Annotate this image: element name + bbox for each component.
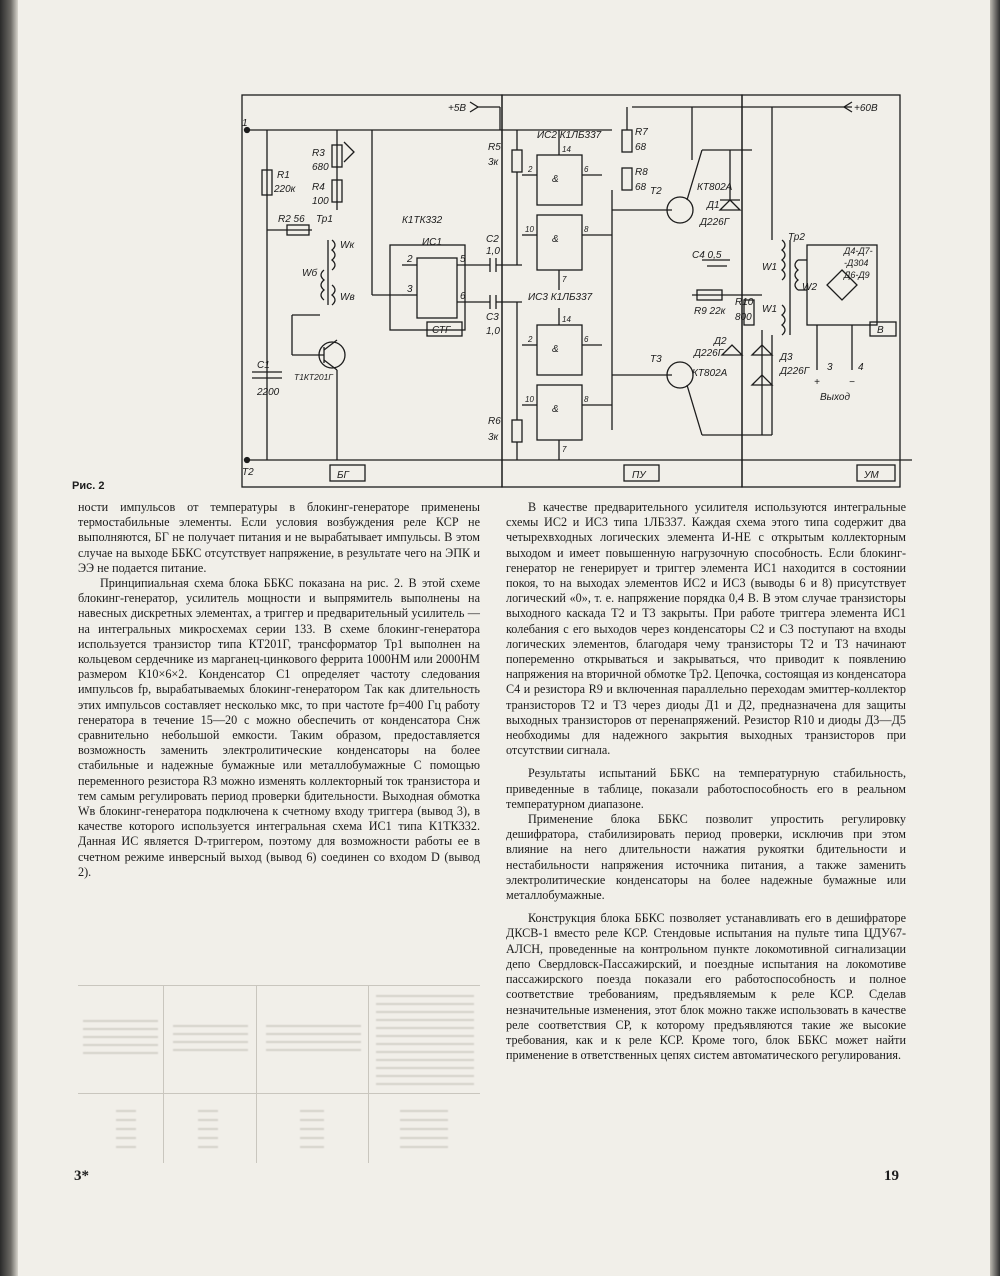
paragraph: ности импульсов от температуры в блокинг-генераторе применены термостабильные элементы. Если условия возбуждения реле КСР не выполняются, БГ не получает питания и не вырабатывает импульсы. В этом случае на выходе ББКС отсутствует напряжение, в результате чего на ЭПК и ЭЭ не подается питание.: [78, 500, 480, 575]
label-r10v: 800: [735, 312, 752, 323]
label-c1v: 2200: [257, 387, 280, 398]
label-output: Выход: [820, 392, 851, 403]
label-t3type: КТ802А: [692, 368, 728, 379]
text-column-right: [506, 500, 906, 1063]
label-and-2: &: [552, 234, 559, 245]
paragraph: Применение блока ББКС позволит упростить регулировку дешифратора, стабилизировать период проверки, исключив при этом влияние на него длительности нажатия рукоятки бдительности и нестабильности напряжения источника питания, а также заменить электролитические конденсаторы на более надежные бумажные или металлобумажные.: [506, 812, 906, 903]
label-out-pin4: 4: [858, 362, 864, 373]
label-t2: Т2: [650, 186, 662, 197]
label-plus60: +60В: [854, 103, 878, 114]
label-r7v: 68: [635, 142, 647, 153]
label-pin6: 6: [460, 291, 466, 302]
label-pin6-c: 6: [584, 335, 589, 344]
label-r3v: 680: [312, 162, 329, 173]
label-d3type: Д226Г: [780, 366, 810, 377]
label-pin8-a: 8: [584, 225, 589, 234]
label-and-4: &: [552, 404, 559, 415]
label-r4v: 100: [312, 196, 329, 207]
paragraph: В качестве предварительного усилителя используются интегральные схемы ИС2 и ИС3 типа 1ЛБ337. Каждая схема этого типа содержит два четырехвходных логических элемента И-НЕ с открытым коллекторным выходом и имеет повышенную нагрузочную способность. Если блокинг-генератор не генерирует и триггер элемента ИС1 находится в состоянии покоя, то на выходах элементов ИС2 и ИС3 (выводы 6 и 8) присутствует логический «0», т. е. напряжение порядка 0,4 В. В этом случае транзисторы выходного каскада Т2 и Т3 закрыты. При работе триггера элемента ИС1 колебания с его выходов через конденсаторы С2 и С3 поступают на входы логических элементов, благодаря чему транзисторы Т2 и Т3 начинают попеременно открываться и закрываться, что приводит к появлению напряжения на вторичной обмотке Тр2. Цепочка, состоящая из конденсатора С4 и резистора R9 и включенная параллельно переходам эмиттер-коллектор транзисторов Т2 и Т3 через диоды Д1 и Д2, предназначена для защиты выходных транзисторов от перенапряжений. Резистор R10 и диоды Д3—Д5 необходимы для надежного закрытия выходных транзисторов при отсутствии сигнала.: [506, 500, 906, 758]
paragraph: Принципиальная схема блока ББКС показана на рис. 2. В этой схеме блокинг-генератор, усилитель мощности и выпрямитель выполнены на навесных дискретных элементах, а триггер и предварительный усилитель — на интегральных микросхемах серии 133. В схеме блокинг-генератора используется транзистор типа КТ201Г, трансформатор Тр1 выполнен на кольцевом сердечнике из марганец-цинкового феррита 1000НМ или 2000НМ размером К10×6×2. Конденсатор С1 определяет частоту следования импульсов fр, вырабатываемых блокинг-генератором Так как длительность этих импульсов составляет несколько мкс, то при частоте fр=400 Гц работу генератора в течение 15—20 с можно обеспечить от конденсатора Снж сравнительно небольшой емкости. Таким образом, предоставляется возможность заменить электролитические конденсаторы на более стабильные и надежные бумажные или металлобумажные С помощью переменного резистора R3 можно изменять коллекторный ток транзистора и тем самым регулировать период проверки бдительности. Выходная обмотка Wв блокинг-генератора подключена к счетному входу триггера (вывод 3), в качестве которого используется интегральная схема ИС1 типа К1ТК332. Данная ИС является D-триггером, поэтому для возможности работы ее в счетном режиме инверсный выход (вывод 6) соединен со входом D (вывод 2).: [78, 576, 480, 879]
text-column-left: [78, 500, 480, 880]
label-r10: R10: [735, 297, 754, 308]
label-t1: 1: [242, 118, 248, 129]
block-pu-outline: [502, 95, 742, 487]
label-wb: Wб: [302, 268, 318, 279]
label-pin2-c: 2: [528, 335, 533, 344]
label-c2: C2: [486, 234, 499, 245]
label-stg: СТГ: [432, 325, 451, 336]
label-r1v: 220к: [274, 184, 296, 195]
label-pin8-b: 8: [584, 395, 589, 404]
label-r2: R2 56: [278, 214, 305, 225]
label-pin10-b: 10: [525, 395, 534, 404]
label-pin3: 3: [407, 284, 413, 295]
label-w1-a: W1: [762, 262, 777, 273]
label-d4: Д4-Д7-: [844, 246, 873, 256]
paragraph: Конструкция блока ББКС позволяет устанавливать его в дешифраторе ДКСВ-1 вместо реле КСР. Стендовые испытания на пульте типа ЦДУ67-АЛСН, проведенные на контрольном пункте локомотивной сигнализации депо Свердловск-Пассажирский, и поездные испытания на локомотиве пассажирского поезда показали его работоспособность и полное соответствие требованиям, предъявляемым к реле КСР. Сделав незначительные изменения, этот блок можно также использовать в качестве реле соответствия СР, к которому предъявляются такие же высокие требования, как и к реле КСР. Кроме того, блок ББКС может найти применение в ответственных цепях систем автоматического регулирования.: [506, 911, 906, 1063]
label-pin14-a: 14: [562, 145, 571, 154]
label-t2: Т2: [242, 467, 254, 478]
label-minus: −: [849, 377, 855, 388]
label-pin6-b: 6: [584, 165, 589, 174]
results-table: [78, 985, 480, 1165]
label-and-3: &: [552, 344, 559, 355]
label-um: УМ: [864, 470, 879, 481]
label-d1type: Д226Г: [700, 217, 730, 228]
label-d2type: Д226Г: [694, 348, 724, 359]
label-w2: W2: [802, 282, 817, 293]
label-r4: R4: [312, 182, 325, 193]
figure-caption: Рис. 2: [72, 480, 105, 492]
scan-edge-left: [0, 0, 18, 1276]
page-number: 19: [884, 1168, 899, 1184]
label-pu: ПУ: [632, 470, 646, 481]
label-pin5: 5: [460, 254, 466, 265]
label-w1-b: W1: [762, 304, 777, 315]
label-r5: R5: [488, 142, 501, 153]
label-d1: Д1: [707, 200, 720, 211]
label-tp1: Тр1: [316, 214, 333, 225]
label-r7: R7: [635, 127, 648, 138]
label-tr2: Тр2: [788, 232, 805, 243]
block-um-outline: [742, 95, 900, 487]
label-r5v: 3к: [488, 157, 499, 168]
label-plus5: +5В: [448, 103, 467, 114]
label-out-pin3: 3: [827, 362, 833, 373]
label-c3: C3: [486, 312, 499, 323]
label-c1: C1: [257, 360, 270, 371]
label-wv: Wв: [340, 292, 355, 303]
label-d4c: Д6-Д9: [844, 270, 870, 280]
label-c4: C4 0,5: [692, 250, 722, 261]
paragraph: Результаты испытаний ББКС на температурную стабильность, приведенные в таблице, показали работоспособность его в реальном температурном диапазоне.: [506, 766, 906, 811]
label-ic1type: К1ТК332: [402, 215, 443, 226]
label-d2: Д2: [714, 336, 727, 347]
label-d3: Д3: [780, 352, 793, 363]
label-and-1: &: [552, 174, 559, 185]
label-t3: Т3: [650, 354, 662, 365]
label-r8: R8: [635, 167, 648, 178]
label-r6v: 3к: [488, 432, 499, 443]
label-c2v: 1,0: [486, 246, 500, 257]
footer-left-mark: 3*: [74, 1168, 89, 1184]
label-v: В: [877, 325, 884, 336]
label-bg: БГ: [337, 470, 349, 481]
label-t2type: КТ802А: [697, 182, 733, 193]
label-plus: +: [814, 377, 820, 388]
label-pin2: 2: [407, 254, 413, 265]
label-ic2: ИС2 К1ЛБ337: [537, 130, 602, 141]
label-pin7-a: 7: [562, 275, 567, 284]
label-r6: R6: [488, 416, 501, 427]
label-pin14-b: 14: [562, 315, 571, 324]
label-d4b: -Д304: [844, 258, 869, 268]
label-wk: Wк: [340, 240, 355, 251]
label-pin7-b: 7: [562, 445, 567, 454]
label-ic3: ИС3 К1ЛБ337: [528, 292, 593, 303]
label-ic1: ИС1: [422, 237, 442, 248]
scan-edge-right: [990, 0, 1000, 1276]
label-r1: R1: [277, 170, 290, 181]
label-c3v: 1,0: [486, 326, 500, 337]
label-r9: R9 22к: [694, 306, 726, 317]
label-pin10-a: 10: [525, 225, 534, 234]
label-pin2-b: 2: [528, 165, 533, 174]
label-t1tr: Т1КТ201Г: [294, 372, 333, 382]
label-r3: R3: [312, 148, 325, 159]
label-r8v: 68: [635, 182, 647, 193]
circuit-schematic: [232, 90, 912, 495]
